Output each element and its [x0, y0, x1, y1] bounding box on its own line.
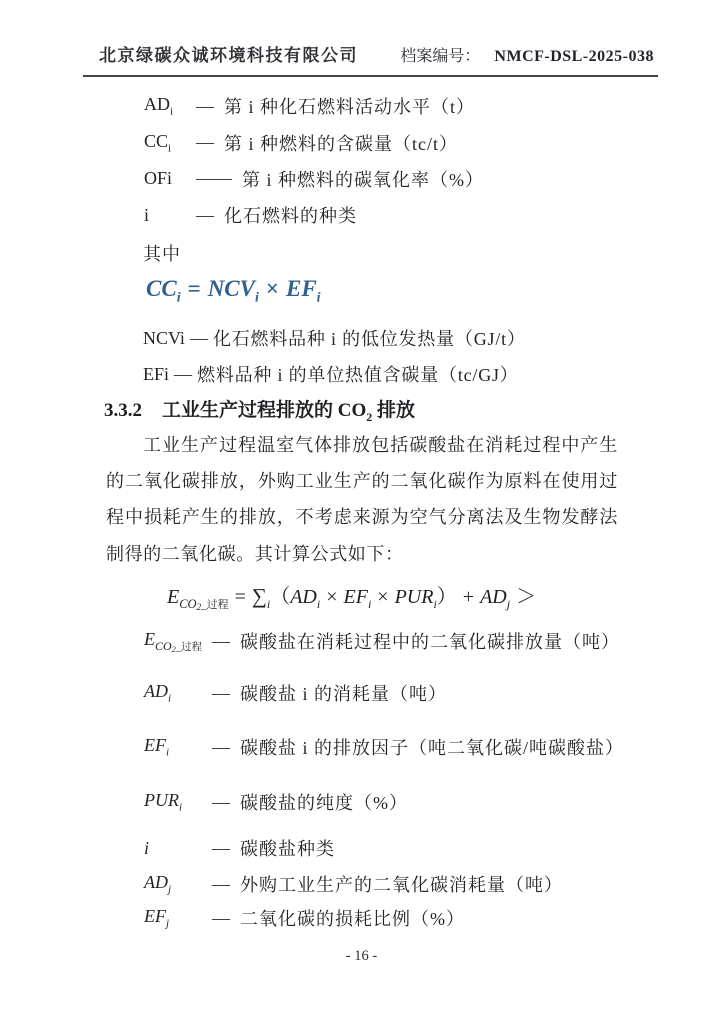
sigma-symbol: ∑: [251, 584, 267, 608]
times-sign: ×: [265, 276, 279, 301]
definition-text: 碳酸盐的纯度（%）: [240, 793, 408, 813]
equals-sign: =: [234, 586, 246, 608]
ncv-definitions: [143, 320, 526, 392]
definition-text: 外购工业生产的二氧化碳消耗量（吨）: [240, 875, 563, 895]
archive-label: 档案编号：: [400, 48, 481, 65]
formula-cc-ncv-sub: i: [254, 290, 259, 306]
definition-text: 碳酸盐 i 的消耗量（吨）: [240, 684, 447, 704]
archive-number-group: [400, 43, 654, 66]
dash-separator: —: [212, 907, 230, 928]
definition-row: [144, 905, 465, 931]
symbol-label: $PUR_i$: [144, 790, 183, 814]
times-sign: ×: [377, 586, 389, 608]
fuel-definitions: [144, 88, 484, 234]
dash-separator: —: [196, 132, 214, 153]
equals-sign: =: [187, 276, 201, 301]
symbol-subscript: j: [166, 917, 170, 930]
formula-e-pur-sub: i: [433, 597, 437, 611]
definition-row: [144, 88, 484, 124]
formula-cc: [146, 276, 321, 307]
formula-process: [167, 580, 542, 612]
trailing-angle: ＞: [516, 586, 537, 608]
definition-row: [144, 734, 624, 760]
among-label: 其中: [143, 244, 181, 264]
definition-text: 燃料品种 i 的单位热值含碳量（tc/GJ）: [197, 365, 519, 386]
symbol-label: i: [144, 204, 150, 225]
definition-row: [144, 161, 484, 197]
sigma-subscript: i: [266, 597, 271, 611]
definition-row: [144, 628, 620, 654]
formula-cc-ef: EF: [285, 276, 317, 301]
formula-cc-ef-sub: i: [316, 290, 321, 306]
definition-row: [144, 835, 335, 861]
definition-row: [144, 124, 484, 160]
formula-cc-ncv: NCV: [207, 276, 255, 301]
definition-row: [144, 680, 447, 706]
dash-separator: —: [212, 682, 230, 703]
definition-text: 第 i 种燃料的碳氧化率（%）: [242, 169, 484, 190]
page-header: [83, 41, 658, 77]
dash-separator: —: [196, 95, 214, 116]
formula-cc-lhs-sub: i: [176, 290, 181, 306]
formula-e-ad: AD: [290, 586, 317, 608]
symbol-label: $EF_i$: [144, 735, 170, 759]
definition-text: 第 i 种燃料的含碳量（tc/t）: [224, 133, 458, 154]
definition-row: [144, 197, 484, 233]
symbol-label: $AD_j$: [144, 872, 172, 896]
plus-sign: +: [462, 586, 475, 608]
symbol-subscript: i: [179, 801, 183, 814]
dash-separator: —: [212, 736, 230, 757]
dash-separator: —: [212, 837, 230, 858]
dash-separator: ——: [196, 168, 232, 189]
definition-text: 第 i 种化石燃料活动水平（t）: [224, 97, 476, 118]
symbol-label: i: [144, 837, 150, 858]
formula-e-adj: AD: [480, 586, 507, 608]
symbol-label: OFi: [144, 168, 173, 189]
symbol-label: $CC_i$: [144, 130, 172, 155]
definition-row: [144, 789, 408, 815]
dash-separator: —: [212, 873, 230, 894]
section-heading: [104, 395, 415, 425]
page-number-footer: - 16 -: [345, 948, 378, 964]
body-paragraph: 工业生产过程温室气体排放包括碳酸盐在消耗过程中产生的二氧化碳排放，外购工业生产的二氧化碳作为原料在使用过程中损耗产生的排放，不考虑来源为空气分离法及生物发酵法制得的二氧化碳。其计算公式如下：: [106, 435, 618, 564]
formula-e-lhs-sub: CO2_过程: [179, 597, 229, 612]
symbol-subscript: i: [170, 105, 174, 118]
symbol-label: $AD_i$: [144, 94, 174, 118]
definition-text: 二氧化碳的损耗比例（%）: [240, 909, 465, 929]
close-paren: ）: [436, 586, 457, 608]
dash-separator: —: [189, 327, 208, 348]
definition-row: [143, 356, 526, 392]
section-number: 3.3.2: [104, 400, 142, 421]
definition-text: 碳酸盐在消耗过程中的二氧化碳排放量（吨）: [240, 632, 620, 652]
formula-e-ad-sub: i: [316, 597, 321, 611]
definition-text: 碳酸盐种类: [240, 839, 335, 859]
definition-text: 碳酸盐 i 的排放因子（吨二氧化碳/吨碳酸盐）: [240, 738, 624, 758]
symbol-subscript: i: [168, 692, 172, 705]
formula-e-lhs: E: [167, 586, 180, 608]
dash-separator: —: [196, 204, 214, 225]
symbol-label: $E_{CO2\_过程}$: [144, 628, 203, 654]
symbol-label: EFi: [143, 363, 170, 384]
definition-row: [143, 320, 526, 356]
dash-separator: —: [212, 791, 230, 812]
definition-text: 化石燃料的种类: [224, 206, 357, 227]
formula-e-ef-sub: i: [367, 597, 372, 611]
definition-text: 化石燃料品种 i 的低位发热量（GJ/t）: [212, 329, 526, 350]
definition-row: [144, 871, 563, 897]
dash-separator: —: [212, 630, 230, 651]
open-paren: （: [270, 586, 291, 608]
formula-e-pur: PUR: [394, 586, 434, 608]
symbol-label: NCVi: [143, 327, 185, 348]
co2-subscript: 2: [366, 409, 373, 424]
symbol-label: $EF_j$: [144, 906, 170, 930]
times-sign: ×: [326, 586, 338, 608]
section-title: 工业生产过程排放的 $CO_2$ 排放: [162, 400, 416, 424]
archive-number: NMCF-DSL-2025-038: [494, 48, 654, 65]
process-definitions: [144, 628, 683, 938]
formula-e-adj-sub: j: [506, 597, 511, 611]
formula-e-ef: EF: [343, 586, 368, 608]
symbol-subscript: i: [168, 142, 172, 155]
symbol-label: $AD_i$: [144, 681, 172, 705]
dash-separator: —: [174, 363, 193, 384]
symbol-subscript: j: [168, 883, 172, 896]
company-name: 北京绿碳众诚环境科技有限公司: [99, 46, 358, 65]
symbol-subscript: i: [166, 746, 170, 759]
formula-cc-lhs: CC: [146, 276, 177, 301]
